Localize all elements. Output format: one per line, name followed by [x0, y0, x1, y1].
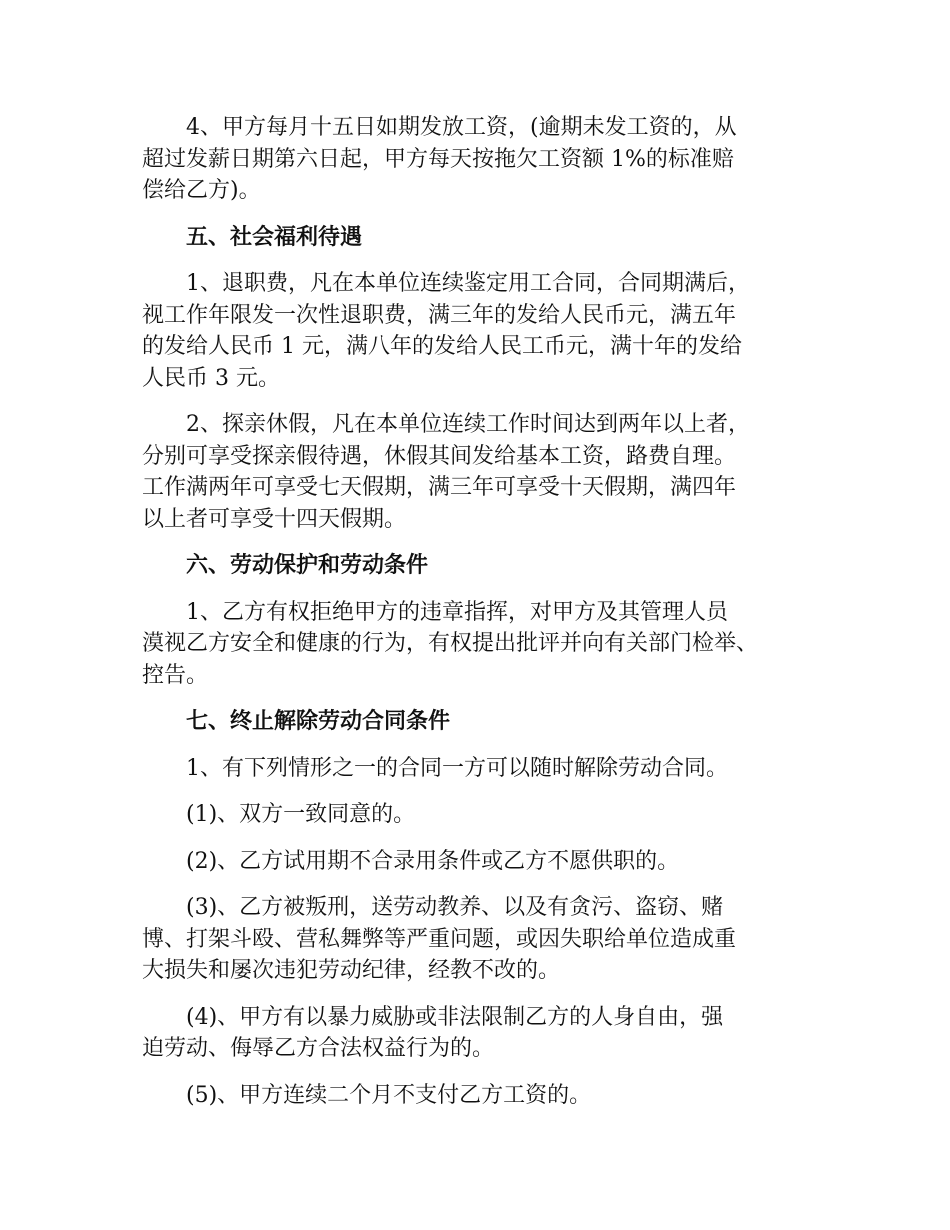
- text-line: 分别可享受探亲假待遇，休假其间发给基本工资，路费自理。: [142, 443, 737, 469]
- text-line: (3)、乙方被叛刑，送劳动教养、以及有贪污、盗窃、赌: [186, 895, 724, 920]
- text-line: 1、退职费，凡在本单位连续鉴定用工合同，合同期满后，: [186, 271, 750, 296]
- paragraph-condition-4: [142, 1002, 826, 1065]
- section-heading-social-welfare: 五、社会福利待遇: [186, 224, 363, 250]
- paragraph-condition-3: [142, 892, 826, 987]
- text-line: 偿给乙方)。: [142, 178, 261, 203]
- text-line: (1)、双方一致同意的。: [186, 802, 416, 827]
- paragraph-condition-5: [142, 1080, 826, 1112]
- text-line: 漠视乙方安全和健康的行为，有权提出批评并向有关部门检举、: [142, 631, 759, 656]
- paragraph-termination-intro: [142, 753, 826, 785]
- text-line: 视工作年限发一次性退职费，满三年的发给人民币元，满五年: [142, 302, 737, 328]
- text-line: (2)、乙方试用期不合录用条件或乙方不愿供职的。: [186, 848, 680, 874]
- paragraph-salary-payment: [142, 112, 826, 207]
- paragraph-condition-1: [142, 799, 826, 831]
- text-line: 人民币 3 元。: [142, 365, 280, 391]
- text-line: 1、乙方有权拒绝甲方的违章指挥，对甲方及其管理人员: [186, 599, 728, 625]
- text-line: 的发给人民币 1 元，满八年的发给人民工币元，满十年的发给: [142, 334, 742, 359]
- text-line: 超过发薪日期第六日起，甲方每天按拖欠工资额 1%的标准赔: [142, 146, 734, 172]
- paragraph-condition-2: [142, 846, 826, 878]
- section-heading-contract-termination: 七、终止解除劳动合同条件: [186, 709, 451, 734]
- text-line: 控告。: [142, 662, 209, 688]
- text-line: 2、探亲休假，凡在本单位连续工作时间达到两年以上者，: [186, 412, 750, 437]
- section-heading-labor-protection: 六、劳动保护和劳动条件: [186, 553, 429, 578]
- paragraph-refuse-orders: [142, 597, 826, 692]
- text-line: (5)、甲方连续二个月不支付乙方工资的。: [186, 1082, 592, 1108]
- text-line: 迫劳动、侮辱乙方合法权益行为的。: [142, 1036, 495, 1061]
- text-line: 大损失和屡次违犯劳动纪律，经教不改的。: [142, 958, 561, 983]
- text-line: 博、打架斗殴、营私舞弊等严重问题，或因失职给单位造成重: [142, 926, 737, 952]
- text-line: 4、甲方每月十五日如期发放工资，(逾期未发工资的，从: [186, 115, 737, 140]
- paragraph-family-leave: [142, 409, 826, 535]
- text-line: 1、有下列情形之一的合同一方可以随时解除劳动合同。: [186, 755, 728, 781]
- document-body: [142, 112, 826, 1126]
- text-line: (4)、甲方有以暴力威胁或非法限制乙方的人身自由，强: [186, 1004, 724, 1030]
- paragraph-resignation-fee: [142, 268, 826, 394]
- text-line: 以上者可享受十四天假期。: [142, 506, 407, 532]
- text-line: 工作满两年可享受七天假期，满三年可享受十天假期，满四年: [142, 475, 737, 500]
